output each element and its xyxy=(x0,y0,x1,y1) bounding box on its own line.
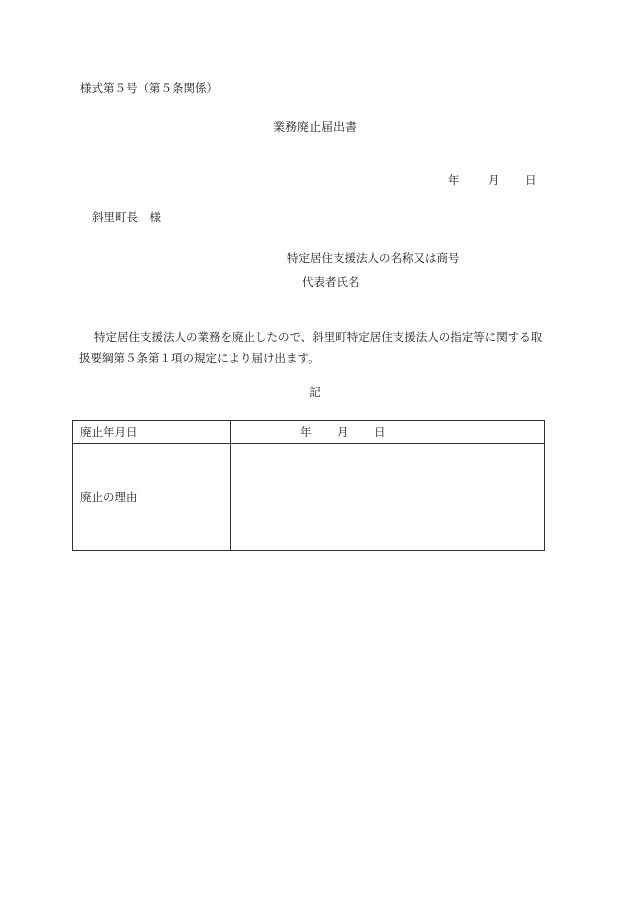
abolition-reason-field[interactable] xyxy=(231,444,545,551)
table-row xyxy=(73,421,545,444)
body-paragraph: 特定居住支援法人の業務を廃止したので、斜里町特定居住支援法人の指定等に関する取扱要綱第５条第１項の規定により届け出ます。 xyxy=(79,330,543,365)
abolition-reason-label: 廃止の理由 xyxy=(73,444,231,551)
ki-heading: 記 xyxy=(309,385,321,399)
applicant-rep-label: 代表者氏名 xyxy=(302,275,360,289)
applicant-org-label: 特定居住支援法人の名称又は商号 xyxy=(287,251,460,265)
document-title: 業務廃止届出書 xyxy=(272,120,357,134)
form-number: 様式第５号（第５条関係） xyxy=(80,81,218,95)
abolition-date-label: 廃止年月日 xyxy=(73,421,231,444)
abolition-year: 年 xyxy=(300,425,312,439)
recipient: 斜里町長 様 xyxy=(92,210,161,224)
abolition-month: 月 xyxy=(337,425,349,439)
submission-date xyxy=(448,175,537,187)
date-month: 月 xyxy=(488,173,500,187)
date-year: 年 xyxy=(448,173,460,187)
abolition-day: 日 xyxy=(374,425,386,439)
date-day: 日 xyxy=(525,173,537,187)
detail-table xyxy=(72,420,545,551)
abolition-date-field[interactable] xyxy=(231,421,545,444)
table-row xyxy=(73,444,545,551)
